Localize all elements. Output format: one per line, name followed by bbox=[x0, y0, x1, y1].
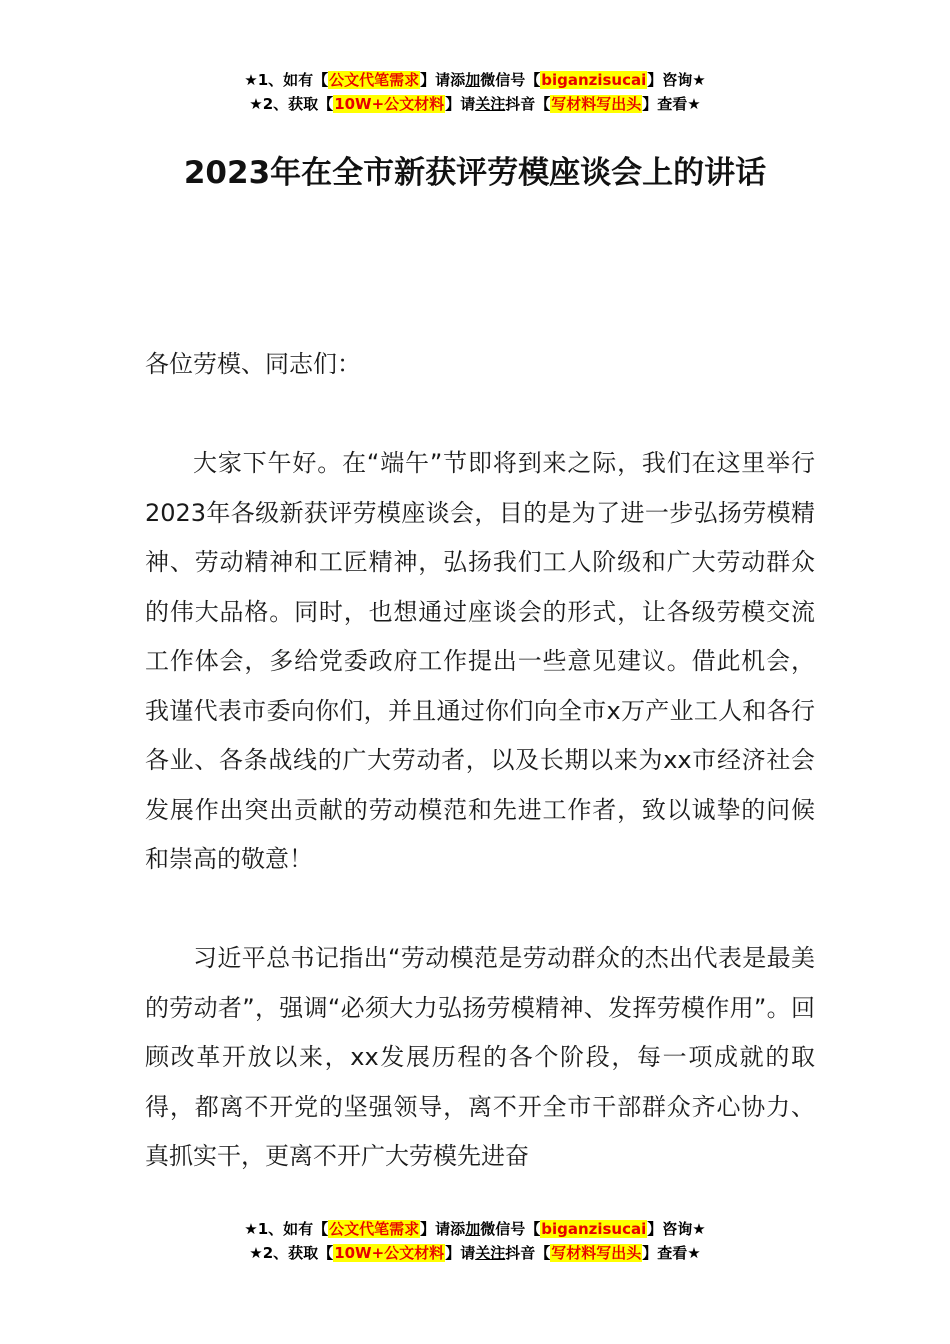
banner-text: 抖音【 bbox=[505, 95, 551, 113]
banner-text: 】请 bbox=[445, 1244, 476, 1262]
banner-underline: 关注 bbox=[475, 1244, 506, 1262]
banner-highlight: 公文代笔需求 bbox=[329, 1220, 420, 1238]
banner-highlight: 10W+公文材料 bbox=[334, 1244, 445, 1262]
banner-underline: 关注 bbox=[475, 95, 506, 113]
banner-text: 】查看★ bbox=[642, 1244, 701, 1262]
header-banner bbox=[0, 68, 950, 116]
banner-text: ★1、如有【 bbox=[244, 71, 329, 89]
banner-highlight: 公文代笔需求 bbox=[329, 71, 420, 89]
banner-text: 微信号【 bbox=[480, 71, 541, 89]
banner-line-2 bbox=[0, 92, 950, 116]
banner-highlight: 写材料写出头 bbox=[551, 95, 642, 113]
banner-underline: 加 bbox=[465, 71, 481, 89]
banner-text: 】请添 bbox=[420, 71, 466, 89]
banner-text: 】请 bbox=[445, 95, 476, 113]
banner-line-1 bbox=[0, 68, 950, 92]
banner-text: 】查看★ bbox=[642, 95, 701, 113]
banner-line-1 bbox=[0, 1217, 950, 1241]
banner-text: 抖音【 bbox=[505, 1244, 551, 1262]
body-paragraph: 习近平总书记指出“劳动模范是劳动群众的杰出代表是最美的劳动者”，强调“必须大力弘扬劳模精神、发挥劳模作用”。回顾改革开放以来，xx发展历程的各个阶段，每一项成就的取得，都离不开党的坚强领导，离不开全市干部群众齐心协力、真抓实干，更离不开广大劳模先进奋 bbox=[145, 944, 815, 1170]
banner-text: ★2、获取【 bbox=[249, 1244, 334, 1262]
salutation: 各位劳模、同志们： bbox=[145, 350, 361, 378]
document-title: 2023年在全市新获评劳模座谈会上的讲话 bbox=[183, 155, 767, 191]
banner-highlight: 写材料写出头 bbox=[551, 1244, 642, 1262]
banner-wechat-id: biganzisucai bbox=[541, 71, 647, 89]
banner-wechat-id: biganzisucai bbox=[541, 1220, 647, 1238]
banner-text: 】咨询★ bbox=[647, 71, 706, 89]
banner-text: ★2、获取【 bbox=[249, 95, 334, 113]
banner-text: 】咨询★ bbox=[647, 1220, 706, 1238]
footer-banner bbox=[0, 1217, 950, 1265]
banner-text: ★1、如有【 bbox=[244, 1220, 329, 1238]
banner-text: 】请添 bbox=[420, 1220, 466, 1238]
banner-underline: 加 bbox=[465, 1220, 481, 1238]
body-paragraph: 大家下午好。在“端午”节即将到来之际，我们在这里举行2023年各级新获评劳模座谈会，目的是为了进一步弘扬劳模精神、劳动精神和工匠精神，弘扬我们工人阶级和广大劳动群众的伟大品格。同时，也想通过座谈会的形式，让各级劳模交流工作体会，多给党委政府工作提出一些意见建议。借此机会，我谨代表市委向你们，并且通过你们向全市x万产业工人和各行各业、各条战线的广大劳动者，以及长期以来为xx市经济社会发展作出突出贡献的劳动模范和先进工作者，致以诚挚的问候和崇高的敬意！ bbox=[145, 449, 815, 873]
banner-text: 微信号【 bbox=[480, 1220, 541, 1238]
banner-highlight: 10W+公文材料 bbox=[334, 95, 445, 113]
document-body bbox=[145, 340, 815, 1231]
banner-line-2 bbox=[0, 1241, 950, 1265]
